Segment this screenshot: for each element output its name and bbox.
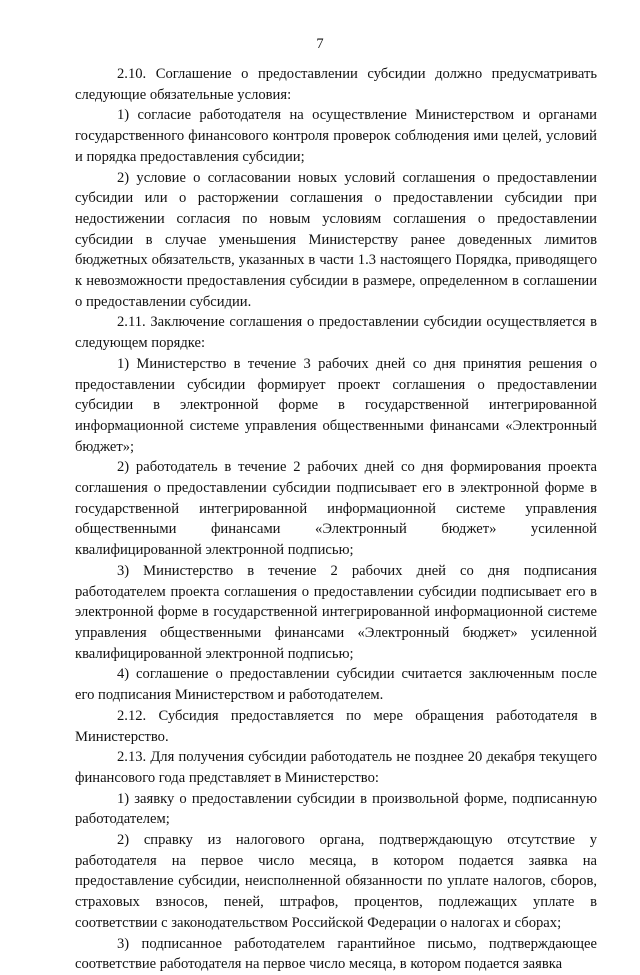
paragraph-2-10: 2.10. Соглашение о предоставлении субсидии должно предусматривать следующие обязательные условия: xyxy=(75,66,597,103)
paragraph-2-10-item-2: 2) условие о согласовании новых условий соглашения о предоставлении субсидии или о расторжении соглашения о предоставлении субсидии при недостижении согласия по новым условиям соглашения о предоставлении субсидии в случае уменьшения Министерству ранее доведенных лимитов бюджетных обязательств, указанных в части 1.3 настоящего Порядка, приводящего к невозможности предоставления субсидии в размере, определенном в соглашении о предоставлении субсидии. xyxy=(75,169,597,310)
paragraph-2-13-item-3: 3) подписанное работодателем гарантийное письмо, подтверждающее соответствие работодателя на первое число месяца, в котором подается заявка xyxy=(75,935,597,973)
document-body xyxy=(75,64,597,975)
paragraph-2-13-item-1: 1) заявку о предоставлении субсидии в произвольной форме, подписанную работодателем; xyxy=(75,790,597,828)
paragraph-2-11-item-1: 1) Министерство в течение 3 рабочих дней со дня принятия решения о предоставлении субсидии формирует проект соглашения о предоставлении субсидии в электронной форме в государственной интегрированной информационной системе управления общественными финансами «Электронный бюджет»; xyxy=(75,355,597,455)
page-number: 7 xyxy=(316,36,324,52)
paragraph-2-11-item-2: 2) работодатель в течение 2 рабочих дней со дня формирования проекта соглашения о предоставлении субсидии подписывает его в электронной форме в государственной интегрированной информационной системе управления общественными финансами «Электронный бюджет» усиленной квалифицированной электронной подписью; xyxy=(75,459,597,559)
paragraph-2-13-item-2: 2) справку из налогового органа, подтверждающую отсутствие у работодателя на первое число месяца, в котором подается заявка на предоставление субсидии, неисполненной обязанности по уплате налогов, сборов, страховых взносов, пеней, штрафов, процентов, подлежащих уплате в соответствии с законодательством Российской Федерации о налогах и сборах; xyxy=(75,832,597,931)
paragraph-2-11-item-3: 3) Министерство в течение 2 рабочих дней со дня подписания работодателем проекта соглашения о предоставлении субсидии подписывает его в электронной форме в государственной интегрированной информационной системе управления общественными финансами «Электронный бюджет» усиленной квалифицированной электронной подписью; xyxy=(75,562,597,662)
paragraph-2-11-item-4: 4) соглашение о предоставлении субсидии считается заключенным после его подписания Министерством и работодателем. xyxy=(75,666,597,704)
paragraph-2-11: 2.11. Заключение соглашения о предоставлении субсидии осуществляется в следующем порядке: xyxy=(75,314,597,352)
paragraph-2-10-item-1: 1) согласие работодателя на осуществление Министерством и органами государственного финансового контроля проверок соблюдения ими целей, условий и порядка предоставления субсидии; xyxy=(75,107,597,165)
paragraph-2-12: 2.12. Субсидия предоставляется по мере обращения работодателя в Министерство. xyxy=(75,707,597,745)
paragraph-2-13: 2.13. Для получения субсидии работодатель не позднее 20 декабря текущего финансового года представляет в Министерство: xyxy=(75,749,597,786)
